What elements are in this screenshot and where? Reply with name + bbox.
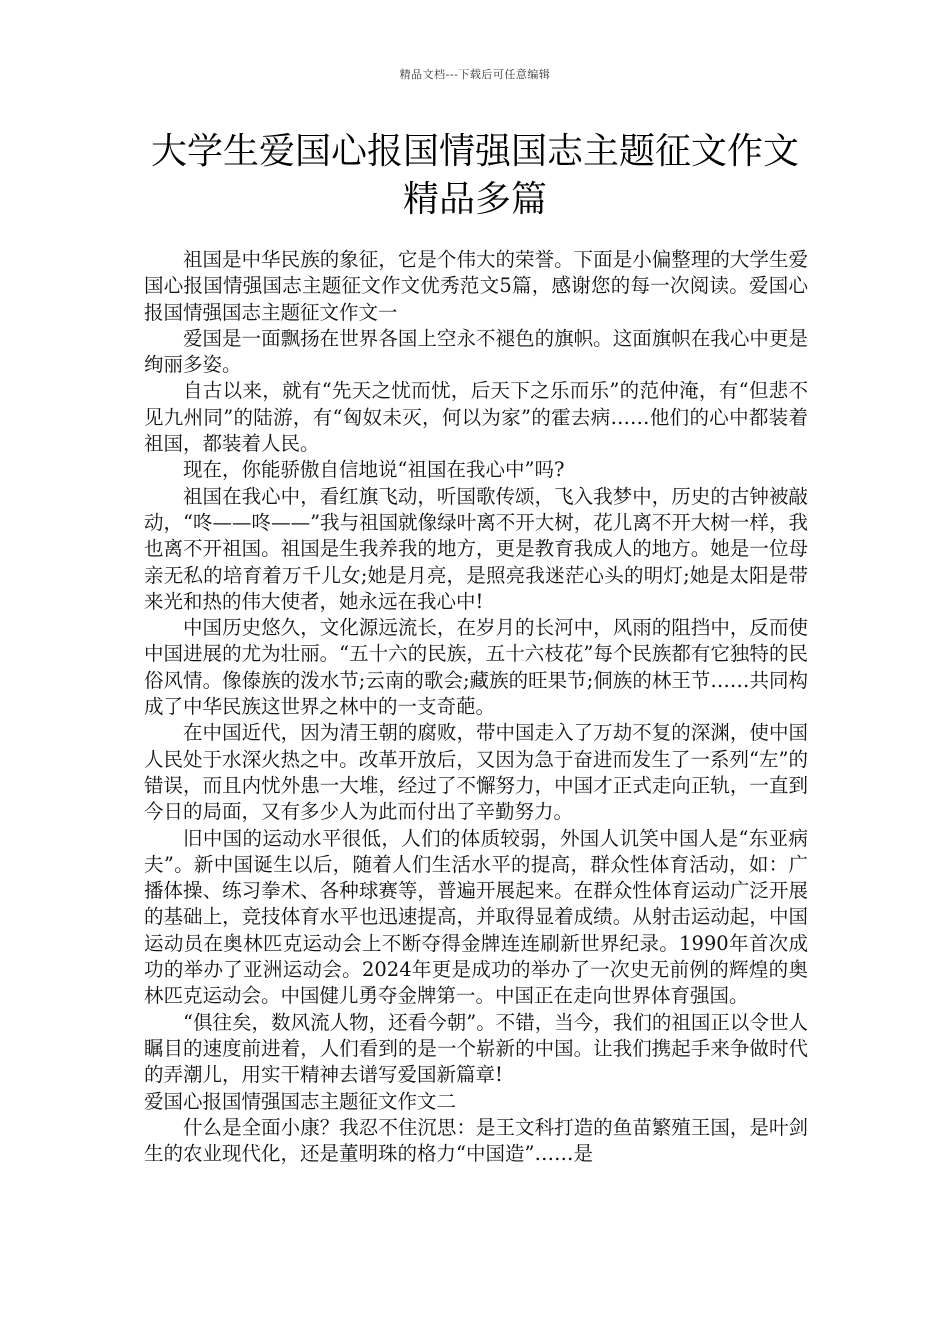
paragraph: 中国历史悠久，文化源远流长，在岁月的长河中，风雨的阻挡中，反而使中国进展的尤为壮丽。“五十六的民族，五十六枝花”每个民族都有它独特的民俗风情。像傣族的泼水节;云南的歌会;藏族的旺果节;侗族的林王节……共同构成了中华民族这世界之林中的一支奇葩。: [144, 616, 808, 719]
paragraph: 爱国是一面飘扬在世界各国上空永不褪色的旗帜。这面旗帜在我心中更是绚丽多姿。: [144, 326, 808, 377]
paragraph: 在中国近代，因为清王朝的腐败，带中国走入了万劫不复的深渊，使中国人民处于水深火热之中。改革开放后，又因为急于奋进而发生了一系列“左”的错误，而且内忧外患一大堆，经过了不懈努力，中国才正式走向正轨，一直到今日的局面，又有多少人为此而付出了辛勤努力。: [144, 721, 808, 824]
paragraph: 现在，你能骄傲自信地说“祖国在我心中”吗?: [183, 458, 565, 482]
paragraph: “俱往矣，数风流人物，还看今朝”。不错，当今，我们的祖国正以令世人瞩目的速度前进着，人们看到的是一个崭新的中国。让我们携起手来争做时代的弄潮儿，用实干精神去谱写爱国新篇章!: [144, 1010, 808, 1087]
paragraph: 自古以来，就有“先天之忧而忧，后天下之乐而乐”的范仲淹，有“但悲不见九州同”的陆游，有“匈奴未灭，何以为家”的霍去病……他们的心中都装着祖国，都装着人民。: [144, 379, 808, 456]
header-note: 精品文档---下载后可任意编辑: [399, 68, 551, 81]
paragraph: 祖国在我心中，看红旗飞动，听国歌传颂，飞入我梦中，历史的古钟被敲动，“咚——咚——”我与祖国就像绿叶离不开大树，花儿离不开大树一样，我也离不开祖国。祖国是生我养我的地方，更是教育我成人的地方。她是一位母亲无私的培育着万千儿女;她是月亮，是照亮我迷茫心头的明灯;她是太阳是带来光和热的伟大使者，她永远在我心中!: [144, 484, 808, 613]
document-body: [144, 247, 808, 1167]
section-heading: 爱国心报国情强国志主题征文作文二: [144, 1089, 457, 1113]
document-title: 大学生爱国心报国情强国志主题征文作文精品多篇: [150, 131, 799, 220]
paragraph: 旧中国的运动水平很低，人们的体质较弱，外国人讥笑中国人是“东亚病夫”。新中国诞生以后，随着人们生活水平的提高，群众性体育活动，如：广播体操、练习拳术、各种球赛等，普遍开展起来。在群众性体育运动广泛开展的基础上，竞技体育水平也迅速提高，并取得显着成绩。从射击运动起，中国运动员在奥林匹克运动会上不断夺得金牌连连刷新世界纪录。1990年首次成功的举办了亚洲运动会。2024年更是成功的举办了一次史无前例的辉煌的奥林匹克运动会。中国健儿勇夺金牌第一。中国正在走向世界体育强国。: [144, 826, 808, 1008]
paragraph-intro: 祖国是中华民族的象征，它是个伟大的荣誉。下面是小偏整理的大学生爱国心报国情强国志主题征文作文优秀范文5篇，感谢您的每一次阅读。爱国心报国情强国志主题征文作文一: [144, 248, 808, 324]
paragraph: 什么是全面小康？我忍不住沉思：是王文科打造的鱼苗繁殖王国，是叶剑生的农业现代化，还是董明珠的格力“中国造”……是: [144, 1115, 808, 1166]
